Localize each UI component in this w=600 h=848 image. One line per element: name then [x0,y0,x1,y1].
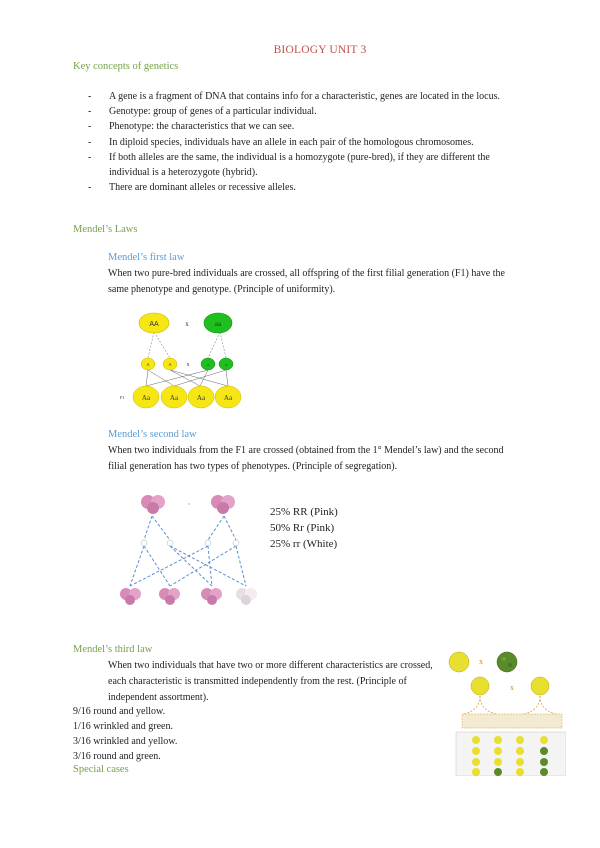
cross-symbol: x [510,683,514,692]
list-item: - A gene is a fragment of DNA that contains info for a characteristic, genes are located in the locus. [88,89,528,104]
third-law-text: When two individuals that have two or more different characteristics are crossed, each characteristic is transmitted independently from the rest. (Principle of independent assortment). [108,660,433,703]
key-concepts-heading: Key concepts of genetics [73,61,179,72]
green-pea-icon [497,652,517,672]
list-item: - Phenotype: the characteristics that we can see. [88,119,528,134]
offspring [215,386,241,408]
flower-icon [236,588,257,605]
flower-icon [211,495,235,514]
svg-text:Aa: Aa [141,394,151,402]
yellow-pea-icon [449,652,469,672]
second-law-text: When two individuals from the F1 are crossed (obtained from the 1° Mendel’s law) and the second filial generation has two types of phenotypes. (Principle of segregation). [108,445,504,472]
gamete [141,358,155,370]
flower-icon [141,495,165,514]
first-law-text: When two pure-bred individuals are crossed, all offspring of the first filial generation (F1) have the same phenotype and genotype. (Principle of uniformity). [108,268,505,295]
svg-text:Aa: Aa [169,394,179,402]
result-rr-pink: 25% RR (Pink) [270,506,338,518]
ratio-line: 3/16 round and green. [73,751,161,762]
list-item: - If both alleles are the same, the individual is a homozygote (pure-bred), if they are different the individual is a heterozygote (hybrid). [88,150,528,180]
segregation-diagram [112,490,262,612]
first-law-heading: Mendel’s first law [108,252,185,263]
result-rr-white: 25% rr (White) [270,538,338,550]
f1-label: F1 [120,395,125,400]
parent-aa-dominant [139,313,169,333]
cross-symbol: x [186,362,190,368]
gamete [201,358,215,370]
svg-text:a: a [207,362,209,367]
yellow-pea-icon [471,677,489,695]
flower-icon [120,588,141,605]
list-item: - In diploid species, individuals have an allele in each pair of the homologous chromosomes. [88,135,528,150]
gamete-row [462,714,562,728]
page-title: BIOLOGY UNIT 3 [273,44,367,56]
uniformity-diagram [118,308,258,412]
connector-lines [148,332,226,358]
connector-lines [130,516,246,586]
svg-text:A: A [168,362,172,367]
gamete [219,358,233,370]
ratio-line: 9/16 round and yellow. [73,706,166,717]
key-concepts-list [88,89,528,195]
cross-symbol: x [188,501,190,506]
result-rr-hetero-pink: 50% Rr (Pink) [270,522,335,534]
mendel-laws-heading: Mendel’s Laws [73,224,138,235]
yellow-pea-icon [531,677,549,695]
parent-aa-recessive [204,313,232,333]
list-item: - There are dominant alleles or recessive alleles. [88,180,528,195]
gamete [163,358,177,370]
cross-symbol: x [185,320,189,328]
list-item: - Genotype: group of genes of a particular individual. [88,104,528,119]
branch-lines [464,696,556,714]
offspring [188,386,214,408]
second-law-heading: Mendel’s second law [108,429,197,440]
flower-icon [159,588,180,605]
cross-lines [146,370,228,386]
svg-text:a: a [225,362,227,367]
gamete-circles [141,540,239,546]
cross-symbol: x [479,657,483,666]
segregation-results [270,504,338,552]
svg-text:Aa: Aa [223,394,233,402]
special-cases-heading: Special cases [73,764,129,775]
ratio-line: 3/16 wrinkled and yellow. [73,736,178,747]
independent-assortment-diagram [446,648,566,776]
svg-text:Aa: Aa [196,394,206,402]
offspring [161,386,187,408]
offspring [133,386,159,408]
flower-icon [201,588,222,605]
parent1-label: AA [149,321,159,328]
ratio-line: 1/16 wrinkled and green. [73,721,173,732]
svg-text:A: A [146,362,150,367]
third-law-heading: Mendel’s third law [73,644,153,655]
parent2-label: aa [214,322,222,328]
